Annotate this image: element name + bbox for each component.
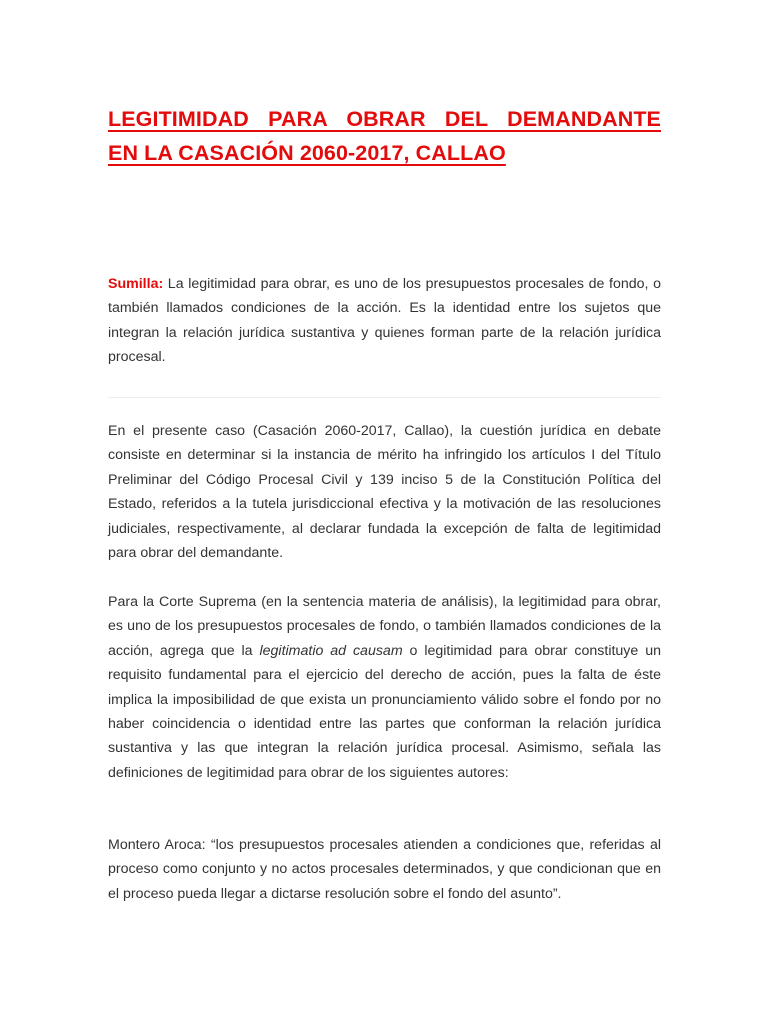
paragraph-2: [108, 590, 661, 785]
document-title: [108, 102, 661, 170]
paragraph-2-latin-term: legitimatio ad causam: [259, 642, 403, 659]
title-line-2: EN LA CASACIÓN 2060-2017, CALLAO: [108, 141, 506, 165]
section-divider: [108, 397, 661, 398]
paragraph-2-text-a: Para la Corte Suprema (en la sentencia materia de análisis), la legitimidad para obrar, es uno de los presupuestos procesales de fondo, o también llamados condiciones de la acción, agrega que la: [108, 594, 661, 659]
paragraph-2-text-b: o legitimidad para obrar constituye un requisito fundamental para el ejercicio del derecho de acción, pues la falta de éste implica la imposibilidad de que exista un pronunciamiento válido sobre el fondo por no haber coincidencia o identidad entre las partes que conforman la relación jurídica sustantiva y las que integran la relación jurídica procesal. Asimismo, señala las definiciones de legitimidad para obrar de los siguientes autores:: [108, 642, 661, 781]
sumilla-label: Sumilla:: [108, 276, 164, 292]
paragraph-3: Montero Aroca: “los presupuestos procesales atienden a condiciones que, referidas al proceso como conjunto y no actos procesales determinados, y que condicionan que en el proceso pueda llegar a dictarse resolución sobre el fondo del asunto”.: [108, 837, 661, 902]
paragraph-1: En el presente caso (Casación 2060-2017, Callao), la cuestión jurídica en debate consiste en determinar si la instancia de mérito ha infringido los artículos I del Título Preliminar del Código Procesal Civil y 139 inciso 5 de la Constitución Política del Estado, referidos a la tutela jurisdiccional efectiva y la motivación de las resoluciones judiciales, respectivamente, al declarar fundada la excepción de falta de legitimidad para obrar del demandante.: [108, 423, 661, 562]
title-line-1: LEGITIMIDAD PARA OBRAR DEL DEMANDANTE: [108, 107, 661, 131]
sumilla-text: La legitimidad para obrar, es uno de los presupuestos procesales de fondo, o también llamados condiciones de la acción. Es la identidad entre los sujetos que integran la relación jurídica sustantiva y quienes forman parte de la relación jurídica procesal.: [108, 276, 661, 366]
sumilla-paragraph: [108, 272, 661, 370]
